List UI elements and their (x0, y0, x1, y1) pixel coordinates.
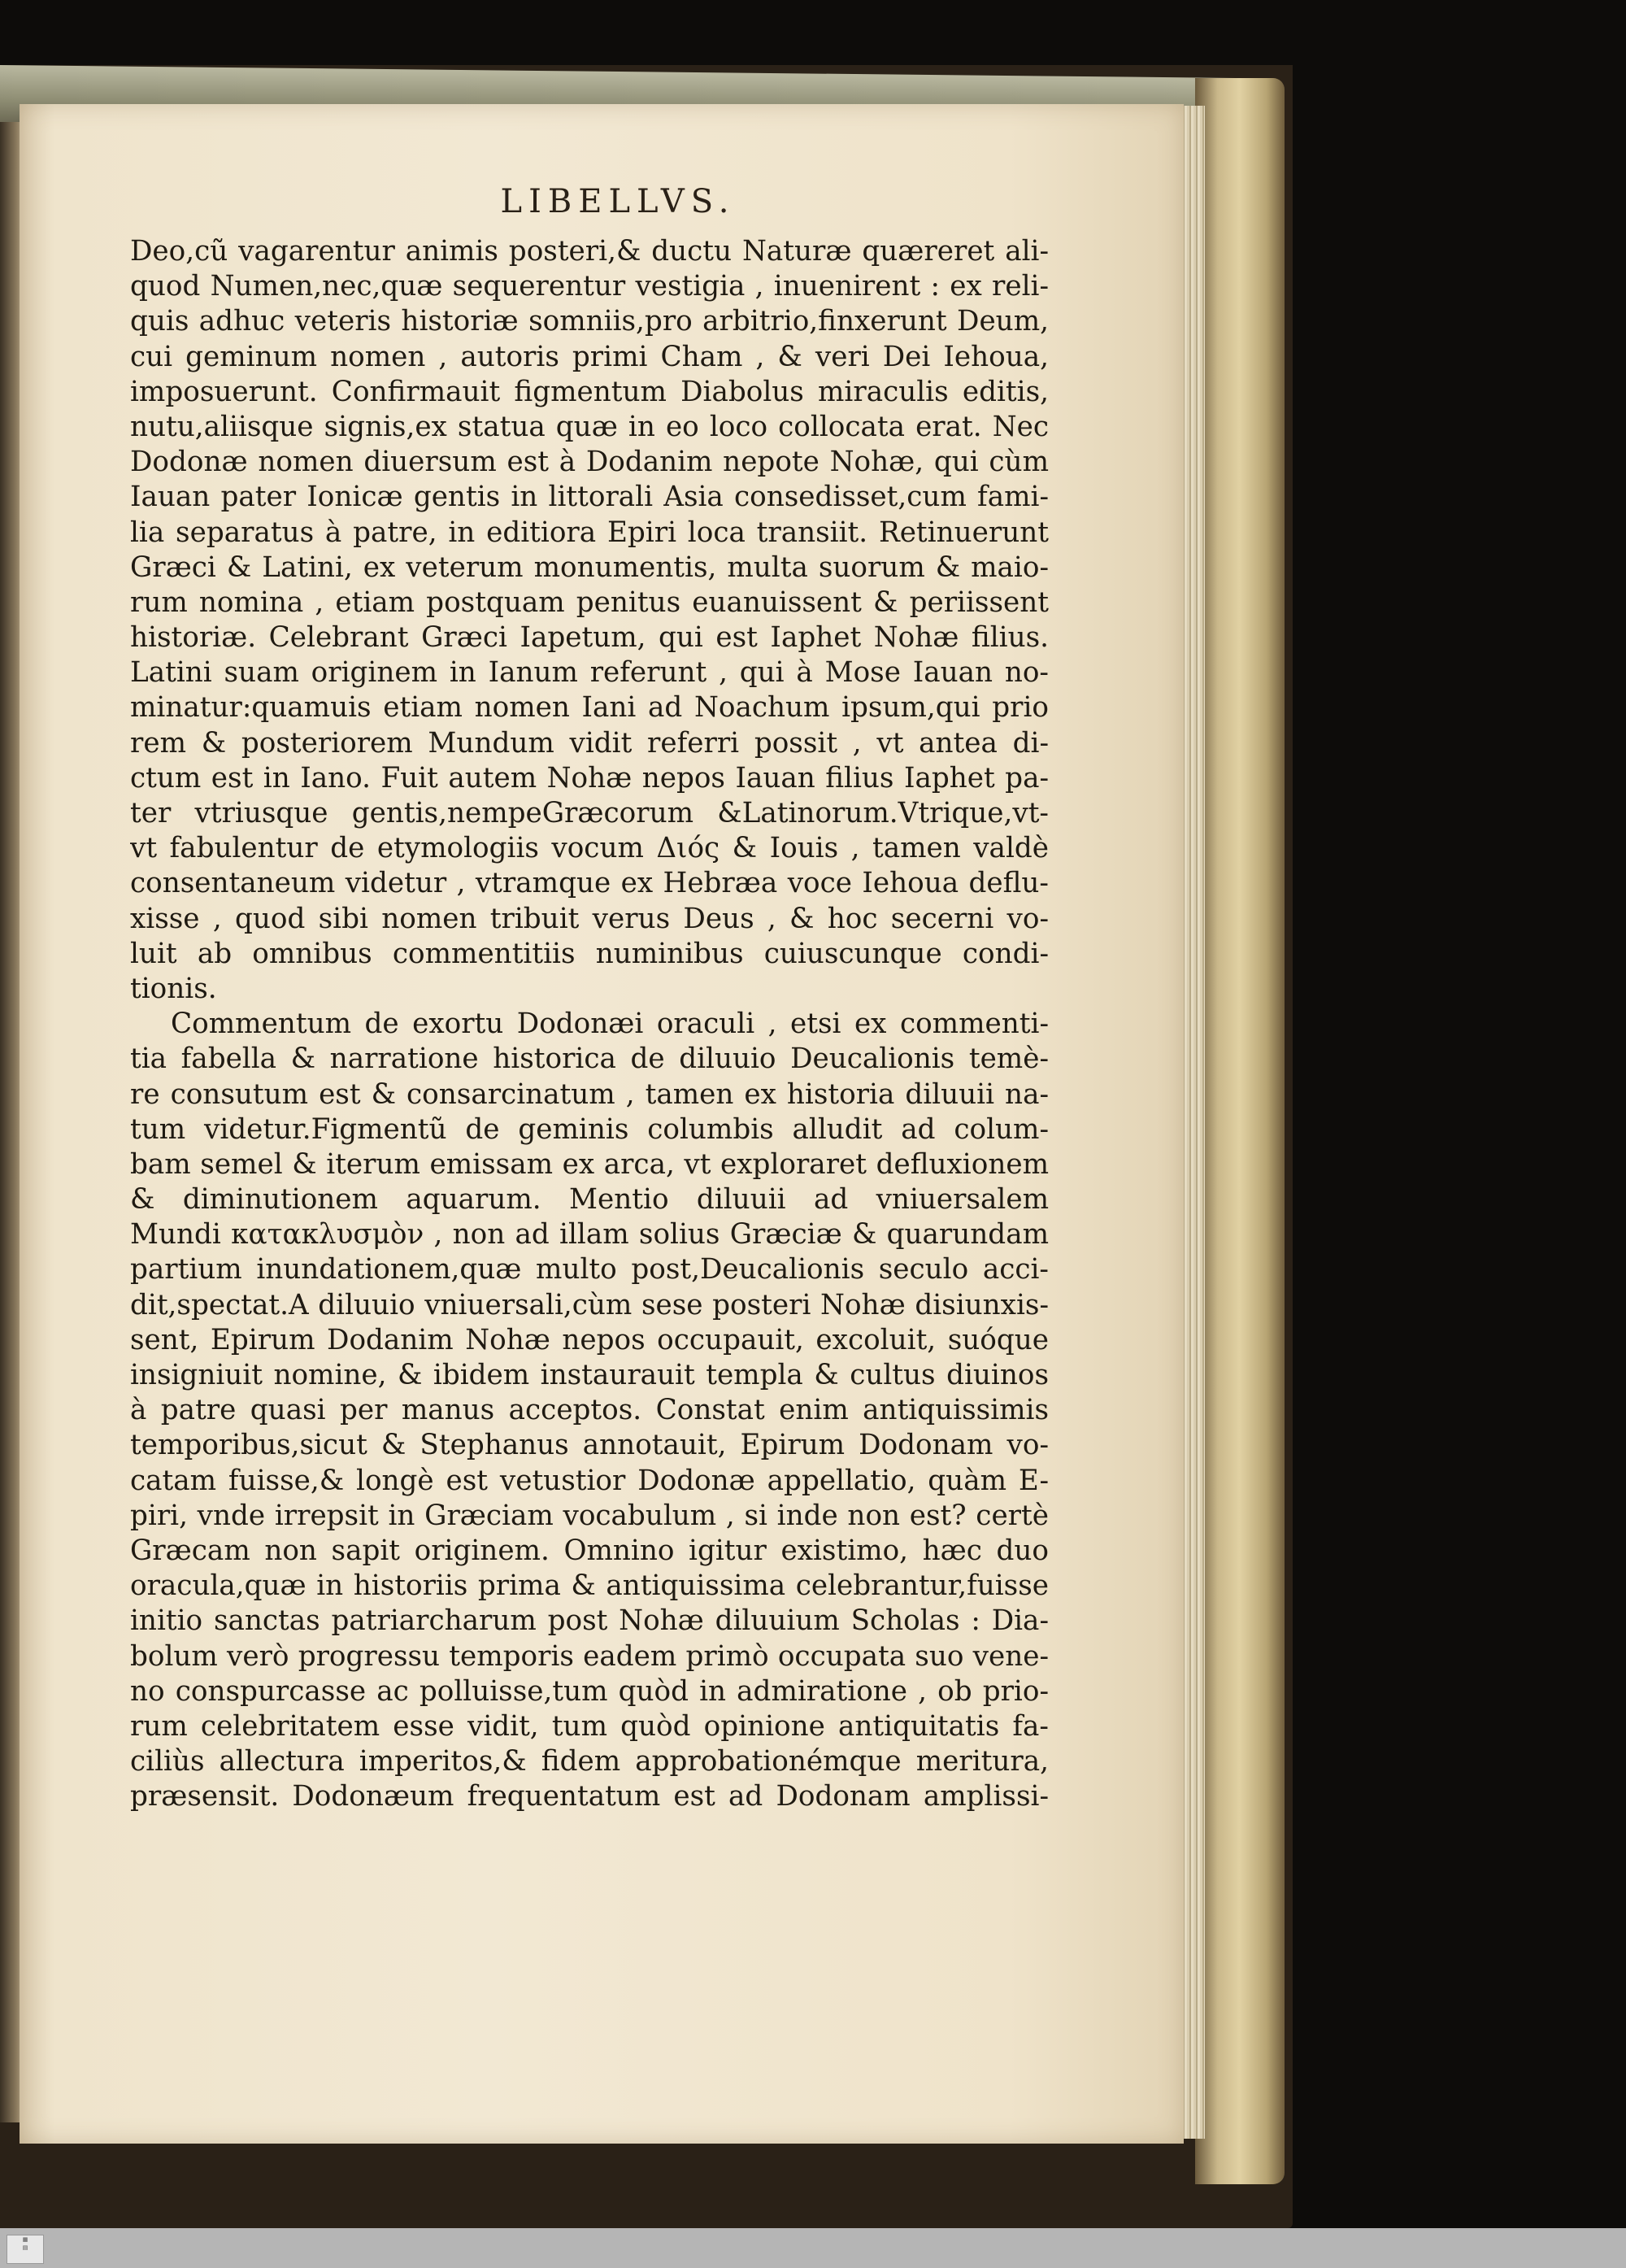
text-line: Latini suam originem in Ianum referunt , qui à Mose Iauan no- (130, 656, 1049, 690)
text-line: cui geminum nomen , autoris primi Cham , & veri Dei Iehoua, (130, 340, 1049, 373)
text-line: Deo,cũ vagarentur animis posteri,& ductu Naturæ quæreret ali- (130, 235, 1049, 268)
text-line: partium inundationem,quæ multo post,Deucalionis seculo acci- (130, 1253, 1049, 1286)
text-line: lia separatus à patre, in editiora Epiri loca transiit. Retinuerunt (130, 516, 1049, 549)
library-logo-icon: ▦ ▤ (7, 2235, 44, 2264)
text-line: quod Numen,nec,quæ sequerentur vestigia , inuenirent : ex reli- (130, 270, 1049, 303)
text-line: insigniuit nomine, & ibidem instaurauit templa & cultus diuinos (130, 1359, 1049, 1391)
text-line: Iauan pater Ionicæ gentis in littorali Asia consedisset,cum fami- (130, 481, 1049, 514)
text-line: ter vtriusque gentis,nempeGræcorum &Latinorum.Vtrique,vt- (130, 797, 1049, 829)
text-line: Mundi κατακλυσμὸν , non ad illam solius Græciæ & quarundam (130, 1218, 1049, 1252)
text-line: catam fuisse,& longè est vetustior Dodonæ appellatio, quàm E- (130, 1464, 1049, 1497)
text-line: initio sanctas patriarcharum post Nohæ diluuium Scholas : Dia- (130, 1604, 1049, 1638)
text-line: re consutum est & consarcinatum , tamen ex historia diluuii na- (130, 1077, 1049, 1111)
text-line: rum celebritatem esse vidit, tum quòd opinione antiquitatis fa- (130, 1709, 1049, 1743)
text-line: dit,spectat.A diluuio vniuersali,cùm sese posteri Nohæ disiunxis- (130, 1288, 1049, 1321)
text-line: sent, Epirum Dodanim Nohæ nepos occupauit, excoluit, suóque (130, 1323, 1049, 1356)
text-line: xisse , quod sibi nomen tribuit verus Deus , & hoc secerni vo- (130, 902, 1049, 935)
text-line: Græci & Latini, ex veterum monumentis, multa suorum & maio- (130, 551, 1049, 584)
text-line: Græcam non sapit originem. Omnino igitur existimo, hæc duo (130, 1534, 1049, 1567)
text-line: Dodonæ nomen diuersum est à Dodanim nepote Nohæ, qui cùm (130, 446, 1049, 479)
text-line: & diminutionem aquarum. Mentio diluuii ad vniuersalem (130, 1183, 1049, 1217)
text-line: præsensit. Dodonæum frequentatum est ad Dodonam amplissi- (130, 1780, 1049, 1813)
text-line: luit ab omnibus commentitiis numinibus cuiuscunque condi- (130, 937, 1049, 970)
body-text (130, 234, 1049, 1814)
viewer-bottom-bar (0, 2228, 1626, 2268)
text-line: imposuerunt. Confirmauit figmentum Diabolus miraculis editis, (130, 375, 1049, 408)
book-spine-edge (1195, 78, 1285, 2184)
text-line: ciliùs allectura imperitos,& fidem approbationémque meritura, (130, 1745, 1049, 1778)
text-line: bolum verò progressu temporis eadem primò occupata suo vene- (130, 1639, 1049, 1673)
running-head: LIBELLVS. (500, 183, 736, 220)
text-line: ctum est in Iano. Fuit autem Nohæ nepos Iauan filius Iaphet pa- (130, 761, 1049, 794)
text-line: piri, vnde irrepsit in Græciam vocabulum , si inde non est? certè (130, 1499, 1049, 1532)
text-line: rem & posteriorem Mundum vidit referri possit , vt antea di- (130, 726, 1049, 760)
text-line: tum videtur.Figmentũ de geminis columbis alludit ad colum- (130, 1112, 1049, 1146)
text-line: rum nomina , etiam postquam penitus euanuissent & periissent (130, 586, 1049, 619)
text-line: minatur:quamuis etiam nomen Iani ad Noachum ipsum,qui prio (130, 691, 1049, 725)
text-line: vt fabulentur de etymologiis vocum Διός & Iouis , tamen valdè (130, 832, 1049, 865)
text-line: tia fabella & narratione historica de diluuio Deucalionis temè- (130, 1043, 1049, 1076)
text-line: quis adhuc veteris historiæ somniis,pro arbitrio,finxerunt Deum, (130, 305, 1049, 338)
text-line: no conspurcasse ac polluisse,tum quòd in admiratione , ob prio- (130, 1674, 1049, 1708)
text-line: bam semel & iterum emissam ex arca, vt exploraret defluxionem (130, 1147, 1049, 1181)
text-line: à patre quasi per manus acceptos. Constat enim antiquissimis (130, 1394, 1049, 1427)
text-line: historiæ. Celebrant Græci Iapetum, qui est Iaphet Nohæ filius. (130, 621, 1049, 655)
text-line: Commentum de exortu Dodonæi oraculi , etsi ex commenti- (171, 1008, 1049, 1041)
text-line: temporibus,sicut & Stephanus annotauit, Epirum Dodonam vo- (130, 1429, 1049, 1462)
text-line: consentaneum videtur , vtramque ex Hebræa voce Iehoua deflu- (130, 867, 1049, 900)
text-line: oracula,quæ in historiis prima & antiquissima celebrantur,fuisse (130, 1569, 1049, 1603)
text-line: tionis. (130, 972, 217, 1005)
text-line: nutu,aliisque signis,ex statua quæ in eo loco collocata erat. Nec (130, 410, 1049, 443)
